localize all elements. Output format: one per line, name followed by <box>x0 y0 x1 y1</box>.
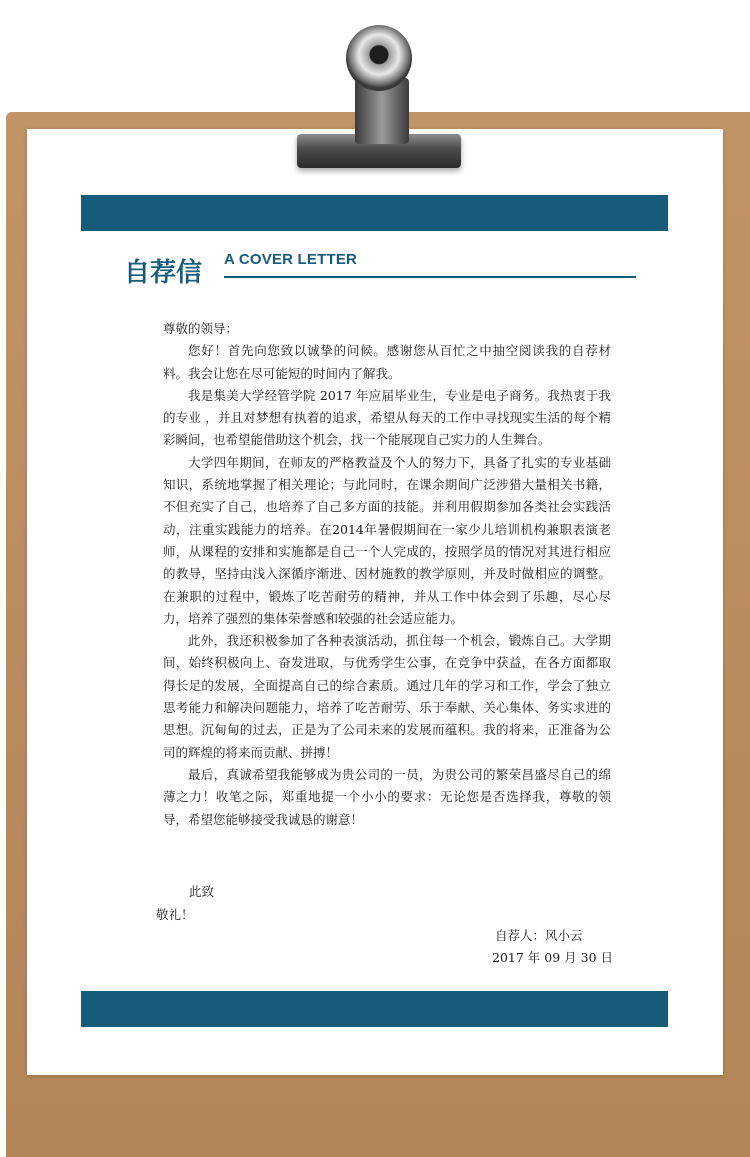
signature-date: 2017 年 09 月 30 日 <box>492 950 613 965</box>
page-title: 自荐信 <box>124 258 203 288</box>
page-subtitle: A COVER LETTER <box>224 251 358 268</box>
clip-ring-icon <box>346 25 412 91</box>
paragraph-activities: 此外，我还积极参加了各种表演活动，抓住每一个机会，锻炼自己。大学期间，始终积极向上、奋发进取，与优秀学生公事，在竞争中获益，在各方面都取得长足的发展，全面提高自己的综合素质。通过几年的学习和工作，学会了独立思考能力和解决问题能力，培养了吃苦耐劳、乐于奉献、关心集体、务实求进的思想。沉甸甸的过去，正是为了公司未来的发展而蕴积。我的将来，正准备为公司的辉煌的将来而贡献、拼搏！ <box>163 633 611 760</box>
salutation: 尊敬的领导： <box>163 321 239 336</box>
header-band <box>81 195 668 231</box>
paragraph-education: 大学四年期间，在师友的严格教益及个人的努力下，具备了扎实的专业基础知识，系统地掌握了相关理论；与此同时，在课余期间广泛涉猎大量相关书籍，不但充实了自己，也培养了自己多方面的技能。并利用假期参加各类社会实践活动，注重实践能力的培养。在2014年暑假期间在一家少儿培训机构兼职表演老师，从课程的安排和实施都是自己一个人完成的，按照学员的情况对其进行相应的教导，坚持由浅入深循序渐进、因材施教的教学原则，并及时做相应的调整。在兼职的过程中，锻炼了吃苦耐劳的精神，并从工作中体会到了乐趣，尽心尽力，培养了强烈的集体荣誉感和较强的社会适应能力。 <box>163 454 611 626</box>
paragraph-conclusion: 最后，真诚希望我能够成为贵公司的一员，为贵公司的繁荣昌盛尽自己的绵薄之力！收笔之际，郑重地提一个小小的要求：无论您是否选择我，尊敬的领导，希望您能够接受我诚恳的谢意！ <box>163 766 611 827</box>
paragraph-greeting: 您好！首先向您致以诚挚的问候。感谢您从百忙之中抽空阅读我的自荐材料。我会让您在尽可能短的时间内了解我。 <box>163 343 611 381</box>
paragraph-introduction: 我是集美大学经管学院 2017 年应届毕业生，专业是电子商务。我热衷于我的专业 ，并且对梦想有执着的追求，希望从每天的工作中寻找现实生活的每个精彩瞬间，也希望能借助这个机会，找一个能展现自己实力的人生舞台。 <box>163 387 611 448</box>
closing-salute: 敬礼！ <box>156 907 194 922</box>
title-underline <box>224 276 636 278</box>
signature: 自荐人：风小云 <box>495 928 583 943</box>
closing-line: 此致 <box>189 884 215 899</box>
letter-body <box>163 318 611 831</box>
footer-band <box>81 991 668 1027</box>
